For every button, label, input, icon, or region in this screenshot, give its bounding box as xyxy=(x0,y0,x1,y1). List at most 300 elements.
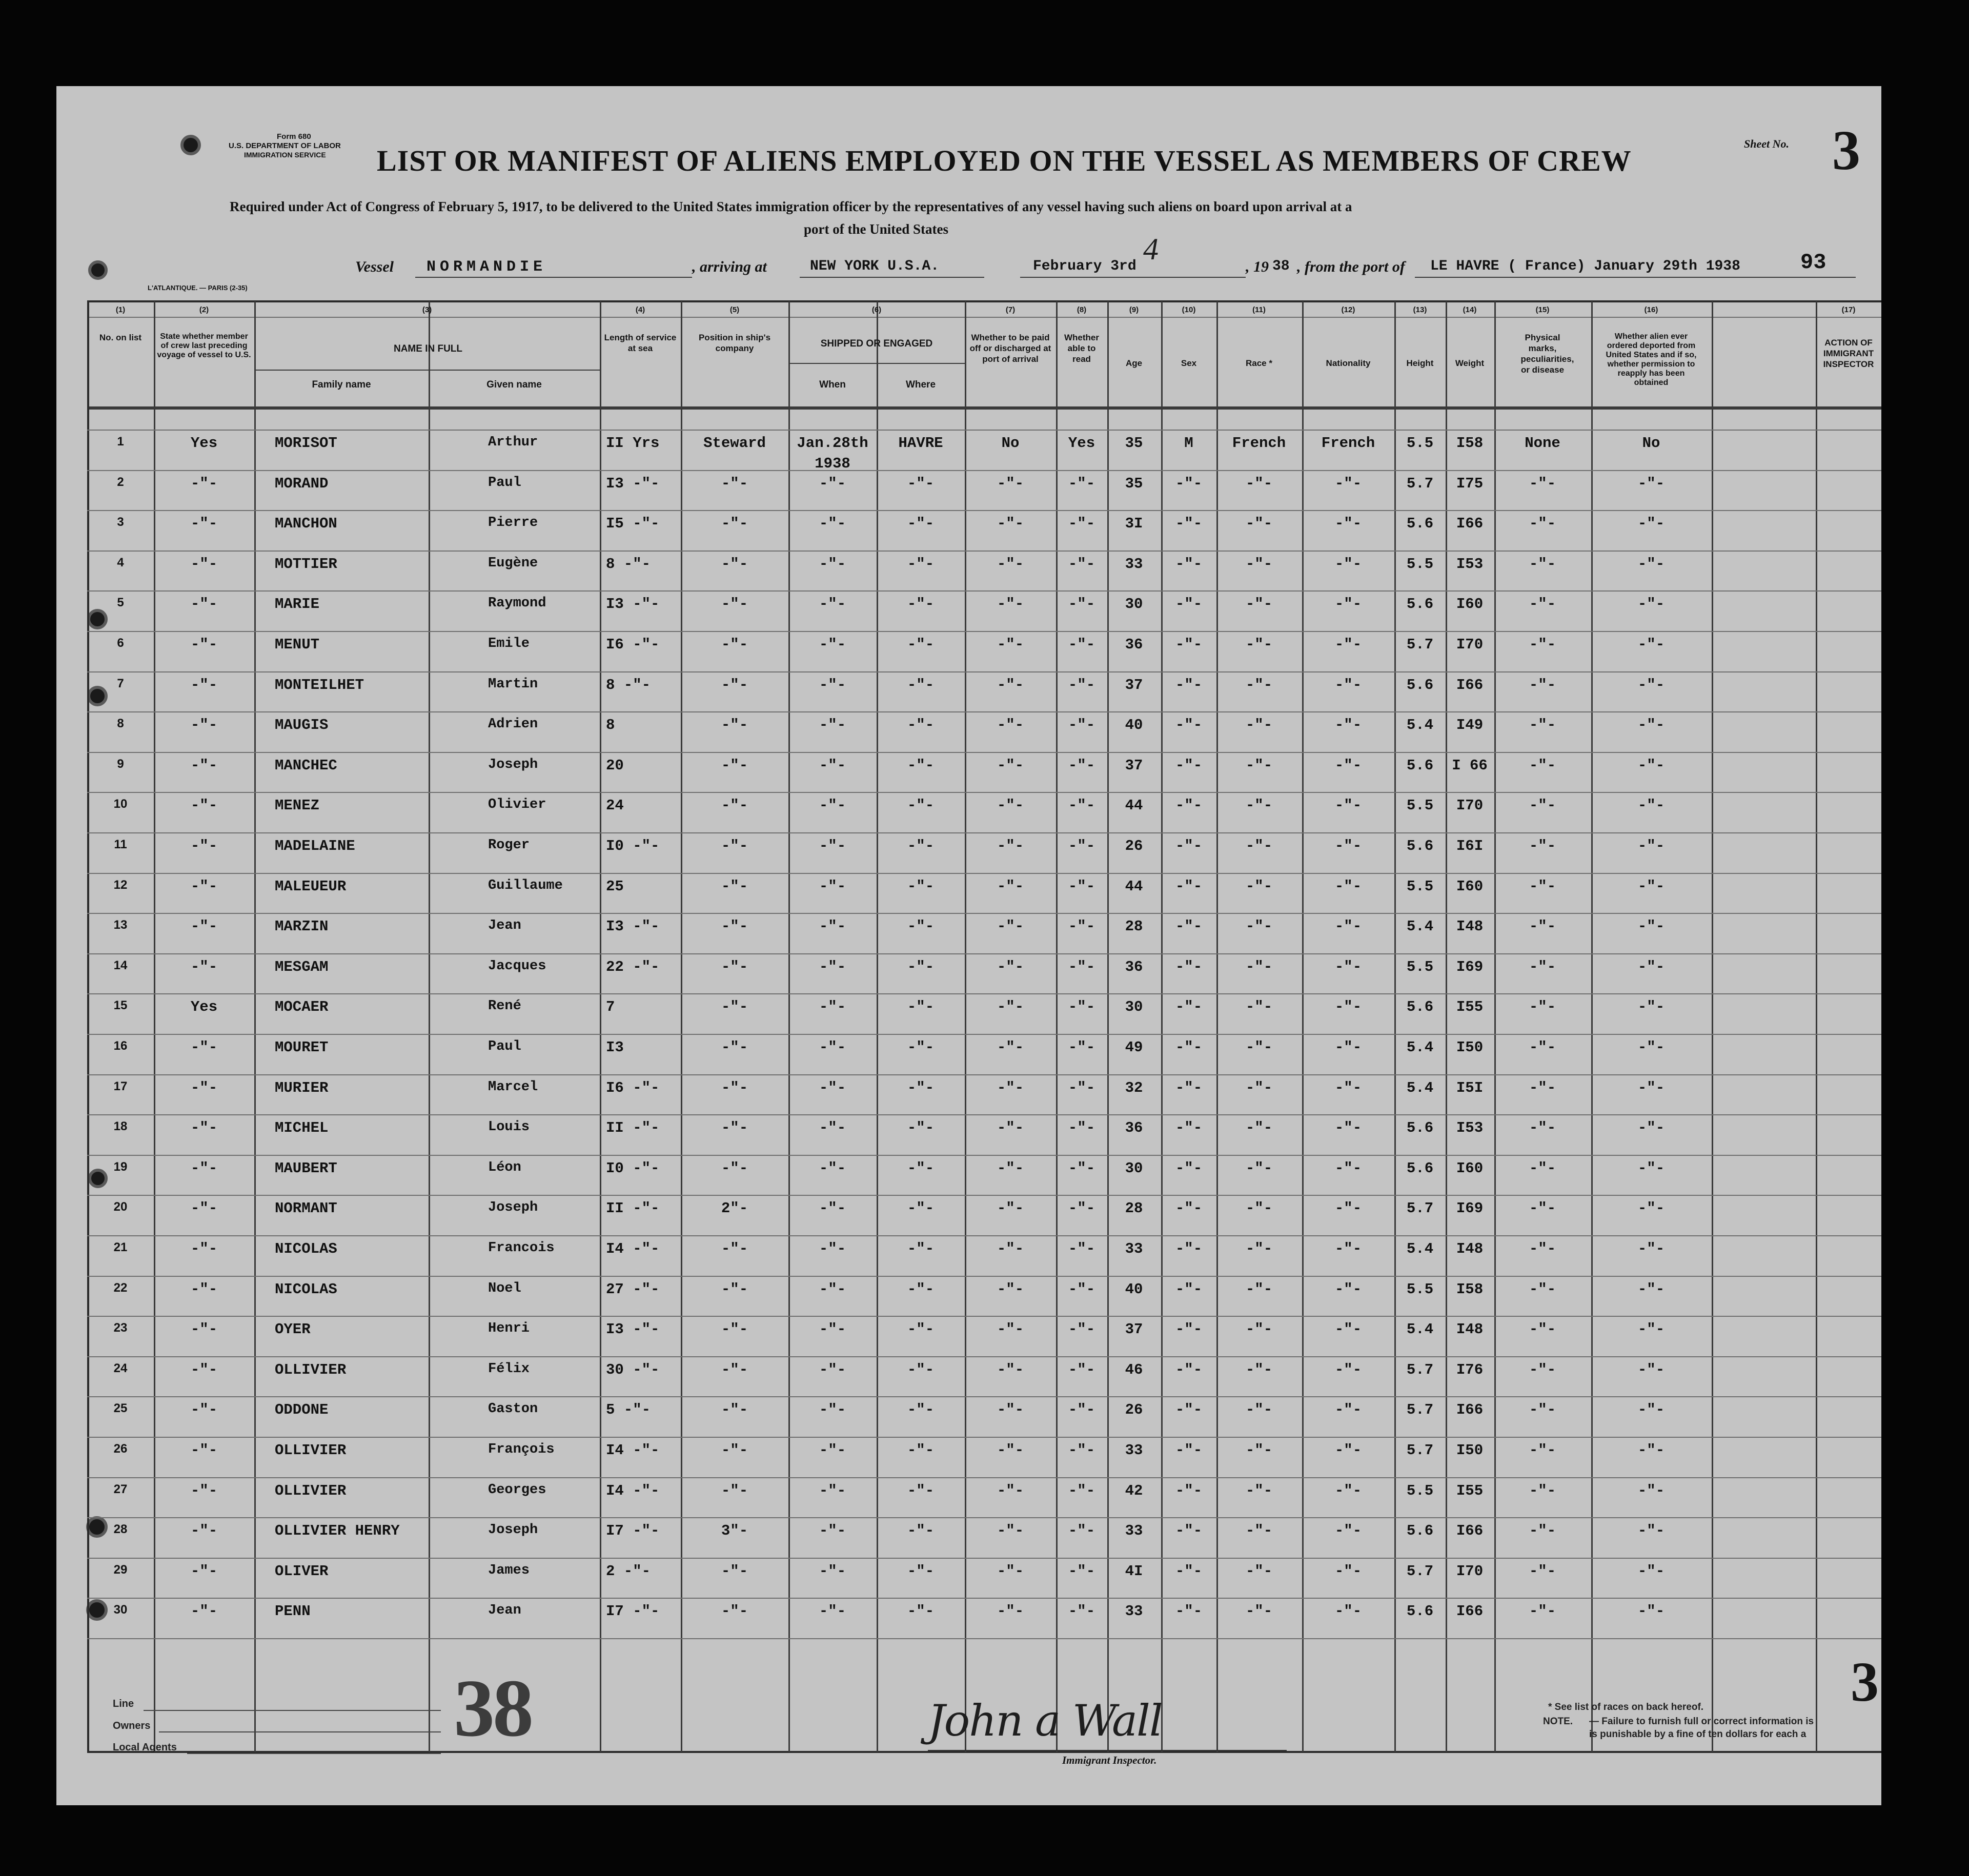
column-number: (15) xyxy=(1535,305,1550,314)
cell-deported: -"- xyxy=(1637,676,1665,694)
cell-paid: -"- xyxy=(997,958,1024,975)
cell-position: -"- xyxy=(721,1039,748,1056)
printer-mark: L'ATLANTIQUE. — PARIS (2-35) xyxy=(148,284,248,292)
cell-family: NORMANT xyxy=(275,1200,337,1217)
column-header: State whether member of crew last preceding voyage of vessel to U.S. xyxy=(157,332,251,359)
column-header: Physical marks, peculiarities, or disease xyxy=(1520,333,1574,375)
cell-weight: I66 xyxy=(1456,1603,1484,1620)
cell-height: 5.5 xyxy=(1406,958,1434,975)
row-rule xyxy=(87,711,1881,712)
column-header: Whether able to read xyxy=(1064,333,1099,364)
cell-position: -"- xyxy=(721,1321,748,1338)
cell-deported: -"- xyxy=(1637,1159,1665,1177)
cell-service: II -"- xyxy=(606,1200,660,1217)
cell-when: -"- xyxy=(819,1321,846,1338)
cell-service: 5 -"- xyxy=(606,1401,651,1419)
cell-deported: -"- xyxy=(1637,878,1665,895)
cell-given: Jean xyxy=(488,1603,521,1619)
cell-sex: -"- xyxy=(1175,918,1203,935)
cell-height: 5.5 xyxy=(1406,797,1434,814)
punch-hole xyxy=(88,1169,108,1188)
row-rule xyxy=(87,1074,1881,1075)
cell-paid: -"- xyxy=(997,1321,1024,1338)
cell-given: Arthur xyxy=(488,435,538,450)
cell-position: -"- xyxy=(721,757,748,774)
cell-given: Francois xyxy=(488,1240,555,1256)
cell-position: -"- xyxy=(721,1482,748,1499)
cell-given: Guillaume xyxy=(488,878,563,893)
cell-age: 30 xyxy=(1125,998,1143,1016)
cell-race: -"- xyxy=(1245,717,1273,734)
cell-given: Eugène xyxy=(488,555,538,571)
cell-race: -"- xyxy=(1245,878,1273,895)
cell-height: 5.7 xyxy=(1406,1562,1434,1580)
cell-paid: -"- xyxy=(997,1039,1024,1056)
row-rule xyxy=(87,1356,1881,1357)
row-rule xyxy=(87,1517,1881,1518)
cell-prev: -"- xyxy=(190,797,218,814)
column-number: (17) xyxy=(1841,305,1856,314)
cell-given: Henri xyxy=(488,1321,530,1337)
cell-race: -"- xyxy=(1245,1361,1273,1378)
cell-weight: I 66 xyxy=(1452,757,1488,774)
cell-no: 17 xyxy=(113,1079,128,1093)
cell-read: -"- xyxy=(1068,555,1095,573)
cell-when: -"- xyxy=(819,878,846,895)
cell-when: -"- xyxy=(819,555,846,573)
cell-height: 5.5 xyxy=(1406,435,1434,452)
cell-where: -"- xyxy=(907,1522,935,1540)
cell-service: I6 -"- xyxy=(606,1079,660,1096)
cell-no: 16 xyxy=(113,1039,128,1053)
cell-deported: -"- xyxy=(1637,1401,1665,1419)
cell-age: 36 xyxy=(1125,1119,1143,1137)
cell-prev: -"- xyxy=(190,1401,218,1419)
footer-line-rule xyxy=(144,1710,441,1711)
cell-family: MALEUEUR xyxy=(275,878,347,895)
cell-race: -"- xyxy=(1245,1200,1273,1217)
cell-no: 25 xyxy=(113,1401,128,1416)
cell-when: -"- xyxy=(819,1119,846,1137)
column-number: (6) xyxy=(871,305,882,314)
cell-read: -"- xyxy=(1068,596,1095,613)
shipped-header-divider xyxy=(788,363,965,364)
cell-deported: -"- xyxy=(1637,1522,1665,1540)
cell-race: -"- xyxy=(1245,1280,1273,1298)
cell-paid: -"- xyxy=(997,676,1024,694)
cell-position: 3"- xyxy=(721,1522,748,1540)
cell-prev: -"- xyxy=(190,1240,218,1257)
cell-no: 19 xyxy=(113,1159,128,1174)
cell-marks: -"- xyxy=(1529,555,1556,573)
cell-position: -"- xyxy=(721,878,748,895)
cell-read: -"- xyxy=(1068,1361,1095,1378)
cell-when: -"- xyxy=(819,1482,846,1499)
column-number: (12) xyxy=(1341,305,1355,314)
cell-marks: -"- xyxy=(1529,1240,1556,1257)
cell-given: Noel xyxy=(488,1280,521,1296)
column-number: (11) xyxy=(1252,305,1266,314)
cell-deported: -"- xyxy=(1637,555,1665,573)
cell-paid: -"- xyxy=(997,1200,1024,1217)
cell-read: -"- xyxy=(1068,998,1095,1016)
punch-hole xyxy=(88,260,108,280)
cell-service: I3 -"- xyxy=(606,596,660,613)
note-label: NOTE. xyxy=(1543,1716,1573,1727)
cell-deported: -"- xyxy=(1637,515,1665,533)
cell-read: -"- xyxy=(1068,918,1095,935)
row-rule xyxy=(87,1235,1881,1236)
cell-marks: -"- xyxy=(1529,1039,1556,1056)
cell-service: 27 -"- xyxy=(606,1280,660,1298)
cell-read: -"- xyxy=(1068,1442,1095,1459)
cell-weight: I50 xyxy=(1456,1039,1484,1056)
cell-no: 22 xyxy=(113,1280,128,1295)
sheet-label: Sheet No. xyxy=(1744,137,1789,150)
cell-read: -"- xyxy=(1068,1522,1095,1540)
cell-marks: -"- xyxy=(1529,958,1556,975)
cell-paid: -"- xyxy=(997,1159,1024,1177)
cell-marks: -"- xyxy=(1529,515,1556,533)
row-rule xyxy=(87,913,1881,914)
cell-read: -"- xyxy=(1068,475,1095,492)
cell-read: -"- xyxy=(1068,1200,1095,1217)
cell-deported: No xyxy=(1642,435,1660,452)
footer-owners-rule xyxy=(159,1731,441,1732)
cell-prev: -"- xyxy=(190,1522,218,1540)
cell-read: Yes xyxy=(1068,435,1095,452)
cell-prev: -"- xyxy=(190,596,218,613)
sheet-number: 3 xyxy=(1832,119,1860,181)
cell-service: I7 -"- xyxy=(606,1522,660,1540)
cell-nationality: -"- xyxy=(1334,717,1362,734)
cell-given: Marcel xyxy=(488,1079,538,1095)
cell-marks: -"- xyxy=(1529,1119,1556,1137)
cell-nationality: -"- xyxy=(1334,757,1362,774)
cell-no: 7 xyxy=(117,676,124,690)
column-header: Whether to be paid off or discharged at port of arrival xyxy=(969,333,1051,364)
column-rule xyxy=(1302,301,1304,1752)
cell-height: 5.7 xyxy=(1406,1200,1434,1217)
cell-service: 7 xyxy=(606,998,615,1016)
cell-nationality: -"- xyxy=(1334,1442,1362,1459)
cell-where: -"- xyxy=(907,1401,935,1419)
cell-position: -"- xyxy=(721,1159,748,1177)
row-rule xyxy=(87,1598,1881,1599)
cell-where: -"- xyxy=(907,1361,935,1378)
cell-age: 35 xyxy=(1125,475,1143,492)
cell-weight: I53 xyxy=(1456,1119,1484,1137)
column-number: (5) xyxy=(729,305,740,314)
cell-marks: -"- xyxy=(1529,1603,1556,1620)
cell-nationality: -"- xyxy=(1334,555,1362,573)
cell-height: 5.6 xyxy=(1406,676,1434,694)
cell-read: -"- xyxy=(1068,1079,1095,1096)
cell-sex: -"- xyxy=(1175,475,1203,492)
cell-position: -"- xyxy=(721,1361,748,1378)
column-header: No. on list xyxy=(99,333,142,342)
cell-no: 14 xyxy=(113,958,128,972)
cell-sex: -"- xyxy=(1175,1159,1203,1177)
cell-deported: -"- xyxy=(1637,1039,1665,1056)
cell-paid: -"- xyxy=(997,475,1024,492)
department-name: U.S. DEPARTMENT OF LABOR xyxy=(229,141,341,150)
cell-race: -"- xyxy=(1245,1442,1273,1459)
cell-paid: -"- xyxy=(997,757,1024,774)
column-number: (3) xyxy=(422,305,432,314)
header-when: When xyxy=(819,379,846,390)
cell-service: 8 -"- xyxy=(606,676,651,694)
cell-where: -"- xyxy=(907,636,935,653)
cell-paid: -"- xyxy=(997,838,1024,854)
signature-rule xyxy=(928,1750,1287,1751)
cell-where: -"- xyxy=(907,475,935,492)
column-rule xyxy=(788,301,790,1752)
cell-paid: No xyxy=(1001,435,1020,452)
cell-service: 30 -"- xyxy=(606,1361,660,1378)
cell-position: -"- xyxy=(721,636,748,653)
cell-when: -"- xyxy=(819,1280,846,1298)
cell-when: -"- xyxy=(819,676,846,694)
cell-no: 18 xyxy=(113,1119,128,1134)
cell-nationality: -"- xyxy=(1334,1079,1362,1096)
row-rule xyxy=(87,752,1881,753)
cell-deported: -"- xyxy=(1637,958,1665,975)
cell-marks: -"- xyxy=(1529,636,1556,653)
cell-read: -"- xyxy=(1068,717,1095,734)
cell-when: -"- xyxy=(819,1240,846,1257)
cell-height: 5.5 xyxy=(1406,878,1434,895)
cell-height: 5.6 xyxy=(1406,1522,1434,1540)
cell-prev: -"- xyxy=(190,1482,218,1499)
cell-nationality: -"- xyxy=(1334,1603,1362,1620)
cell-marks: -"- xyxy=(1529,757,1556,774)
cell-given: Paul xyxy=(488,475,521,491)
cell-marks: -"- xyxy=(1529,1361,1556,1378)
cell-family: MARZIN xyxy=(275,918,329,935)
cell-weight: I70 xyxy=(1456,636,1484,653)
row-rule xyxy=(87,1114,1881,1115)
cell-read: -"- xyxy=(1068,958,1095,975)
sheet-number-margin: 3 xyxy=(1851,1650,1879,1713)
cell-deported: -"- xyxy=(1637,1280,1665,1298)
cell-race: -"- xyxy=(1245,918,1273,935)
cell-deported: -"- xyxy=(1637,1603,1665,1620)
cell-given: Roger xyxy=(488,838,530,853)
cell-prev: -"- xyxy=(190,636,218,653)
column-rule xyxy=(1216,301,1218,1752)
page-stamp: 93 xyxy=(1800,250,1826,275)
cell-sex: -"- xyxy=(1175,797,1203,814)
row-rule xyxy=(87,1437,1881,1438)
cell-given: Pierre xyxy=(488,515,538,531)
date-underline xyxy=(1020,277,1246,278)
cell-when: -"- xyxy=(819,1442,846,1459)
cell-where: -"- xyxy=(907,515,935,533)
cell-height: 5.6 xyxy=(1406,1159,1434,1177)
cell-service: 2 -"- xyxy=(606,1562,651,1580)
cell-where: HAVRE xyxy=(898,435,943,452)
cell-when: -"- xyxy=(819,475,846,492)
column-rule xyxy=(1816,301,1817,1752)
cell-position: -"- xyxy=(721,555,748,573)
cell-no: 28 xyxy=(113,1522,128,1537)
punch-hole xyxy=(86,1599,108,1621)
cell-prev: -"- xyxy=(190,918,218,935)
cell-no: 24 xyxy=(113,1361,128,1375)
cell-age: 33 xyxy=(1125,1522,1143,1540)
cell-age: 37 xyxy=(1125,1321,1143,1338)
cell-when-year: 1938 xyxy=(815,455,850,472)
cell-marks: -"- xyxy=(1529,1280,1556,1298)
cell-family: MAUGIS xyxy=(275,717,329,734)
cell-race: -"- xyxy=(1245,676,1273,694)
cell-family: MARIE xyxy=(275,596,320,613)
header-bottom-border xyxy=(87,406,1881,408)
cell-family: OLLIVIER xyxy=(275,1442,347,1459)
column-rule xyxy=(877,301,878,1752)
cell-deported: -"- xyxy=(1637,998,1665,1016)
name-header-divider xyxy=(254,370,600,371)
cell-no: 9 xyxy=(117,757,124,771)
cell-prev: -"- xyxy=(190,1280,218,1298)
cell-family: OLIVER xyxy=(275,1562,329,1580)
cell-height: 5.4 xyxy=(1406,1240,1434,1257)
cell-read: -"- xyxy=(1068,1562,1095,1580)
cell-given: Emile xyxy=(488,636,530,651)
column-rule xyxy=(1712,301,1713,1752)
cell-deported: -"- xyxy=(1637,1562,1665,1580)
row-rule xyxy=(87,550,1881,552)
cell-when: -"- xyxy=(819,1522,846,1540)
cell-nationality: -"- xyxy=(1334,1562,1362,1580)
cell-paid: -"- xyxy=(997,1482,1024,1499)
arrival-date-correction: 4 xyxy=(1143,232,1159,266)
cell-deported: -"- xyxy=(1637,1482,1665,1499)
punch-hole xyxy=(87,609,108,629)
cell-family: ODDONE xyxy=(275,1401,329,1419)
cell-weight: I60 xyxy=(1456,878,1484,895)
cell-given: Félix xyxy=(488,1361,530,1377)
cell-service: II -"- xyxy=(606,1119,660,1137)
cell-prev: Yes xyxy=(190,998,218,1016)
cell-weight: I66 xyxy=(1456,1401,1484,1419)
cell-where: -"- xyxy=(907,1039,935,1056)
cell-where: -"- xyxy=(907,918,935,935)
cell-prev: -"- xyxy=(190,1442,218,1459)
cell-service: 8 -"- xyxy=(606,555,651,573)
cell-paid: -"- xyxy=(997,998,1024,1016)
row-rule xyxy=(87,993,1881,994)
cell-no: 23 xyxy=(113,1321,128,1335)
cell-where: -"- xyxy=(907,797,935,814)
column-rule xyxy=(965,301,966,1752)
cell-deported: -"- xyxy=(1637,838,1665,854)
cell-marks: -"- xyxy=(1529,1401,1556,1419)
cell-marks: -"- xyxy=(1529,475,1556,492)
cell-no: 5 xyxy=(117,596,124,610)
footer-line-label: Line xyxy=(113,1698,134,1709)
cell-prev: -"- xyxy=(190,1361,218,1378)
cell-prev: -"- xyxy=(190,1200,218,1217)
cell-height: 5.7 xyxy=(1406,1361,1434,1378)
form-subtitle: Required under Act of Congress of February 5, 1917, to be delivered to the United States immigration officer by the representatives of any vessel having such aliens on board upon arrival at a xyxy=(230,199,1352,214)
cell-given: Joseph xyxy=(488,1522,538,1538)
cell-paid: -"- xyxy=(997,1119,1024,1137)
cell-when: -"- xyxy=(819,1039,846,1056)
cell-weight: I60 xyxy=(1456,1159,1484,1177)
row-rule xyxy=(87,470,1881,471)
column-header: Sex xyxy=(1181,358,1197,368)
cell-position: Steward xyxy=(703,435,766,452)
cell-marks: -"- xyxy=(1529,1321,1556,1338)
cell-service: 20 xyxy=(606,757,624,774)
column-number-divider xyxy=(87,317,1881,318)
cell-height: 5.6 xyxy=(1406,596,1434,613)
cell-read: -"- xyxy=(1068,676,1095,694)
cell-deported: -"- xyxy=(1637,1321,1665,1338)
form-title: LIST OR MANIFEST OF ALIENS EMPLOYED ON THE VESSEL AS MEMBERS OF CREW xyxy=(377,144,1632,177)
column-rule xyxy=(600,301,601,1752)
cell-where: -"- xyxy=(907,998,935,1016)
cell-read: -"- xyxy=(1068,515,1095,533)
cell-when: -"- xyxy=(819,1200,846,1217)
cell-nationality: -"- xyxy=(1334,515,1362,533)
cell-prev: -"- xyxy=(190,1562,218,1580)
cell-nationality: -"- xyxy=(1334,596,1362,613)
cell-weight: I70 xyxy=(1456,1562,1484,1580)
cell-family: MENEZ xyxy=(275,797,320,814)
cell-given: Joseph xyxy=(488,1200,538,1216)
cell-age: 37 xyxy=(1125,757,1143,774)
cell-family: MADELAINE xyxy=(275,838,355,854)
cell-height: 5.7 xyxy=(1406,475,1434,492)
cell-read: -"- xyxy=(1068,1240,1095,1257)
column-rule xyxy=(1494,301,1496,1752)
cell-paid: -"- xyxy=(997,1603,1024,1620)
cell-read: -"- xyxy=(1068,1482,1095,1499)
cell-race: -"- xyxy=(1245,1401,1273,1419)
row-rule xyxy=(87,832,1881,833)
cell-nationality: -"- xyxy=(1334,676,1362,694)
cell-where: -"- xyxy=(907,1321,935,1338)
cell-no: 21 xyxy=(113,1240,128,1254)
cell-service: I3 -"- xyxy=(606,918,660,935)
cell-nationality: -"- xyxy=(1334,1522,1362,1540)
column-header: Weight xyxy=(1455,358,1485,368)
cell-weight: I76 xyxy=(1456,1361,1484,1378)
cell-age: 33 xyxy=(1125,1442,1143,1459)
row-rule xyxy=(87,671,1881,672)
cell-paid: -"- xyxy=(997,1562,1024,1580)
cell-where: -"- xyxy=(907,1240,935,1257)
cell-age: 3I xyxy=(1125,515,1143,533)
cell-family: MICHEL xyxy=(275,1119,329,1137)
cell-race: -"- xyxy=(1245,757,1273,774)
cell-nationality: -"- xyxy=(1334,475,1362,492)
cell-service: II Yrs xyxy=(606,435,660,452)
cell-age: 44 xyxy=(1125,797,1143,814)
cell-read: -"- xyxy=(1068,797,1095,814)
cell-family: OYER xyxy=(275,1321,311,1338)
cell-service: I3 -"- xyxy=(606,1321,660,1338)
cell-height: 5.4 xyxy=(1406,1321,1434,1338)
cell-paid: -"- xyxy=(997,1361,1024,1378)
cell-read: -"- xyxy=(1068,878,1095,895)
cell-age: 49 xyxy=(1125,1039,1143,1056)
cell-where: -"- xyxy=(907,757,935,774)
cell-position: -"- xyxy=(721,1240,748,1257)
